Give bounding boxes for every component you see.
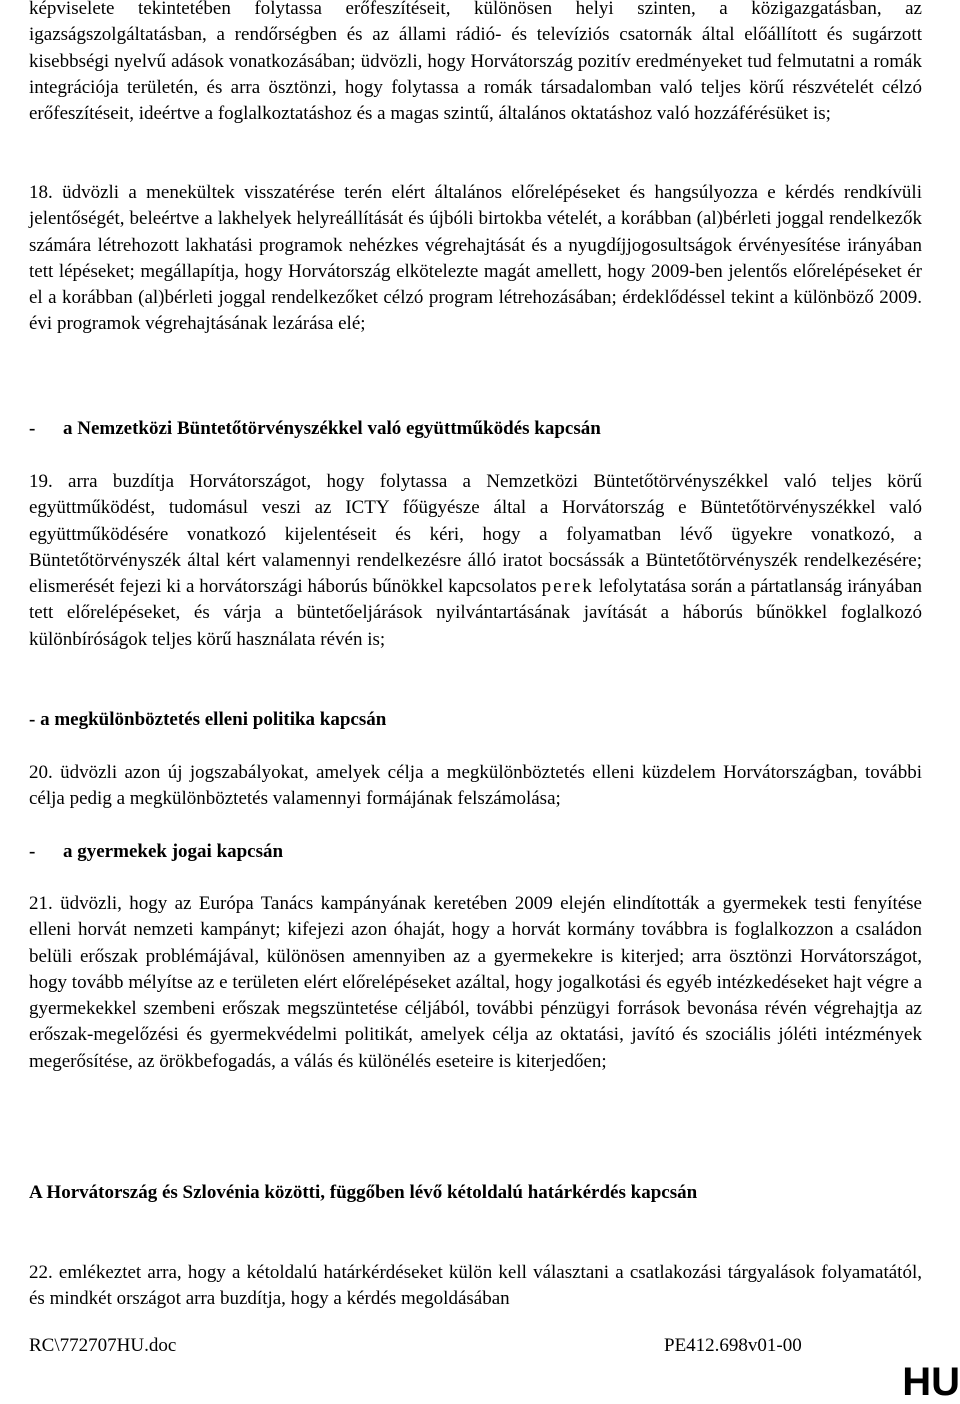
paragraph-18: 18. üdvözli a menekültek visszatérése terén elért általános előrelépéseket és hangsúlyozza e kérdés rendkívüli jelentőségét, beleértve a lakhelyek helyreállítását és újbóli birtokba vételét, a korábban (al)bérleti joggal rendelkezők számára létrehozott lakhatási programok nehézkes végrehajtását és a nyugdíjjogosultságok érvényesítése irányában tett lépéseket; megállapítja, hogy Horvátország elkötelezte magát amellett, hogy 2009-ben jelentős előrelépéseket ér el a korábban (al)bérleti joggal rendelkezőket célzó program létrehozásában; érdeklődéssel tekint a különböző 2009. évi programok végrehajtásának lezárása elé; (29, 182, 922, 335)
paragraph-20: 20. üdvözli azon új jogszabályokat, amelyek célja a megkülönböztetés elleni küzdelem Horvátországban, további célja pedig a megkülönböztetés valamennyi formájának felszámolása; (29, 762, 922, 810)
paragraph-19 (29, 469, 922, 653)
paragraph-22: 22. emlékeztet arra, hogy a kétoldalú határkérdéseket külön kell választani a csatlakozási tárgyalások folyamatától, és mindkét országot arra buzdítja, hogy a kérdés megoldásában (29, 1262, 922, 1310)
paragraph-21: 21. üdvözli, hogy az Európa Tanács kampányának keretében 2009 elején elindították a gyermekek testi fenyítése elleni horvát nemzeti kampányt; kifejezi azon óhaját, hogy a horvát kormány továbbra is foglalkozzon a családon belüli erőszak problémájával, különösen amennyiben az a gyermekekre is kiterjed; arra ösztönzi Horvátországot, hogy tovább mélyítse az e területen elért előrelépéseket azáltal, hogy jogalkotási és egyéb intézkedéseket hajt végre a gyermekekkel szembeni erőszak megszüntetése céljából, további pénzügyi források bevonása révén végrehajtja az erőszak-megelőzési és gyermekvédelmi politikát, amelyek célja az oktatási, javító és szociális jóléti intézmények megerősítése, az örökbefogadás, a válás és különélés eseteire is kiterjedően; (29, 893, 922, 1072)
paragraph-17-continuation: képviselete tekintetében folytassa erőfeszítéseit, különösen helyi szinten, a közigazgatásban, az igazságszolgáltatásban, a rendőrségben és az állami rádió- és televíziós csatornák által előállított és sugárzott kisebbségi nyelvű adások vonatkozásában; üdvözli, hogy Horvátország pozitív eredményeket tud felmutatni a romák integrációja területén, és arra ösztönzi, hogy folytassa a romák társadalomban való teljes körű részvételét célzó erőfeszítéseit, ideértve a foglalkoztatáshoz és a magas szintű, általános oktatáshoz való hozzáférésüket is; (29, 0, 922, 125)
paragraph-19-part-b: lefolytatása során a pártatlanság irányában tett előrelépéseket, és várja a büntetőeljárások nyilvántartásának javítását a háborús bűnökkel foglalkozó különbíróságok teljes körű használata révén is; (29, 576, 923, 650)
heading-icc-cooperation (29, 418, 601, 440)
heading-anti-discrimination: - a megkülönböztetés elleni politika kapcsán (29, 709, 387, 730)
heading-children-rights (29, 841, 283, 863)
footer-language-code: HU (902, 1360, 960, 1404)
footer-pe-reference: PE412.698v01-00 (664, 1335, 802, 1356)
heading-border-dispute: A Horvátország és Szlovénia közötti, függőben lévő kétoldalú határkérdés kapcsán (29, 1182, 698, 1203)
paragraph-19-spaced-word: perek (541, 576, 594, 598)
heading-dash: - (29, 841, 36, 862)
heading-children-text: a gyermekek jogai kapcsán (63, 841, 284, 862)
paragraph-19-part-a: 19. arra buzdítja Horvátországot, hogy folytassa a Nemzetközi Büntetőtörvényszékkel való teljes körű együttműködést, tudomásul veszi az ICTY főügyésze által a Horvátország e Büntetőtörvényszékkel való együttműködésére vonatkozó kijelentéseit és kéri, hogy a folyamatban lévő ügyekre vonatkozó, a Büntetőtörvényszék által kért valamennyi rendelkezésre álló iratot bocsássák a Büntetőtörvényszék rendelkezésére; elismerését fejezi ki a horvátországi háborús bűnökkel kapcsolatos (29, 471, 922, 598)
footer-document-reference: RC\772707HU.doc (29, 1335, 177, 1356)
heading-dash: - (29, 418, 36, 439)
heading-icc-text: a Nemzetközi Büntetőtörvényszékkel való együttműködés kapcsán (63, 418, 601, 439)
